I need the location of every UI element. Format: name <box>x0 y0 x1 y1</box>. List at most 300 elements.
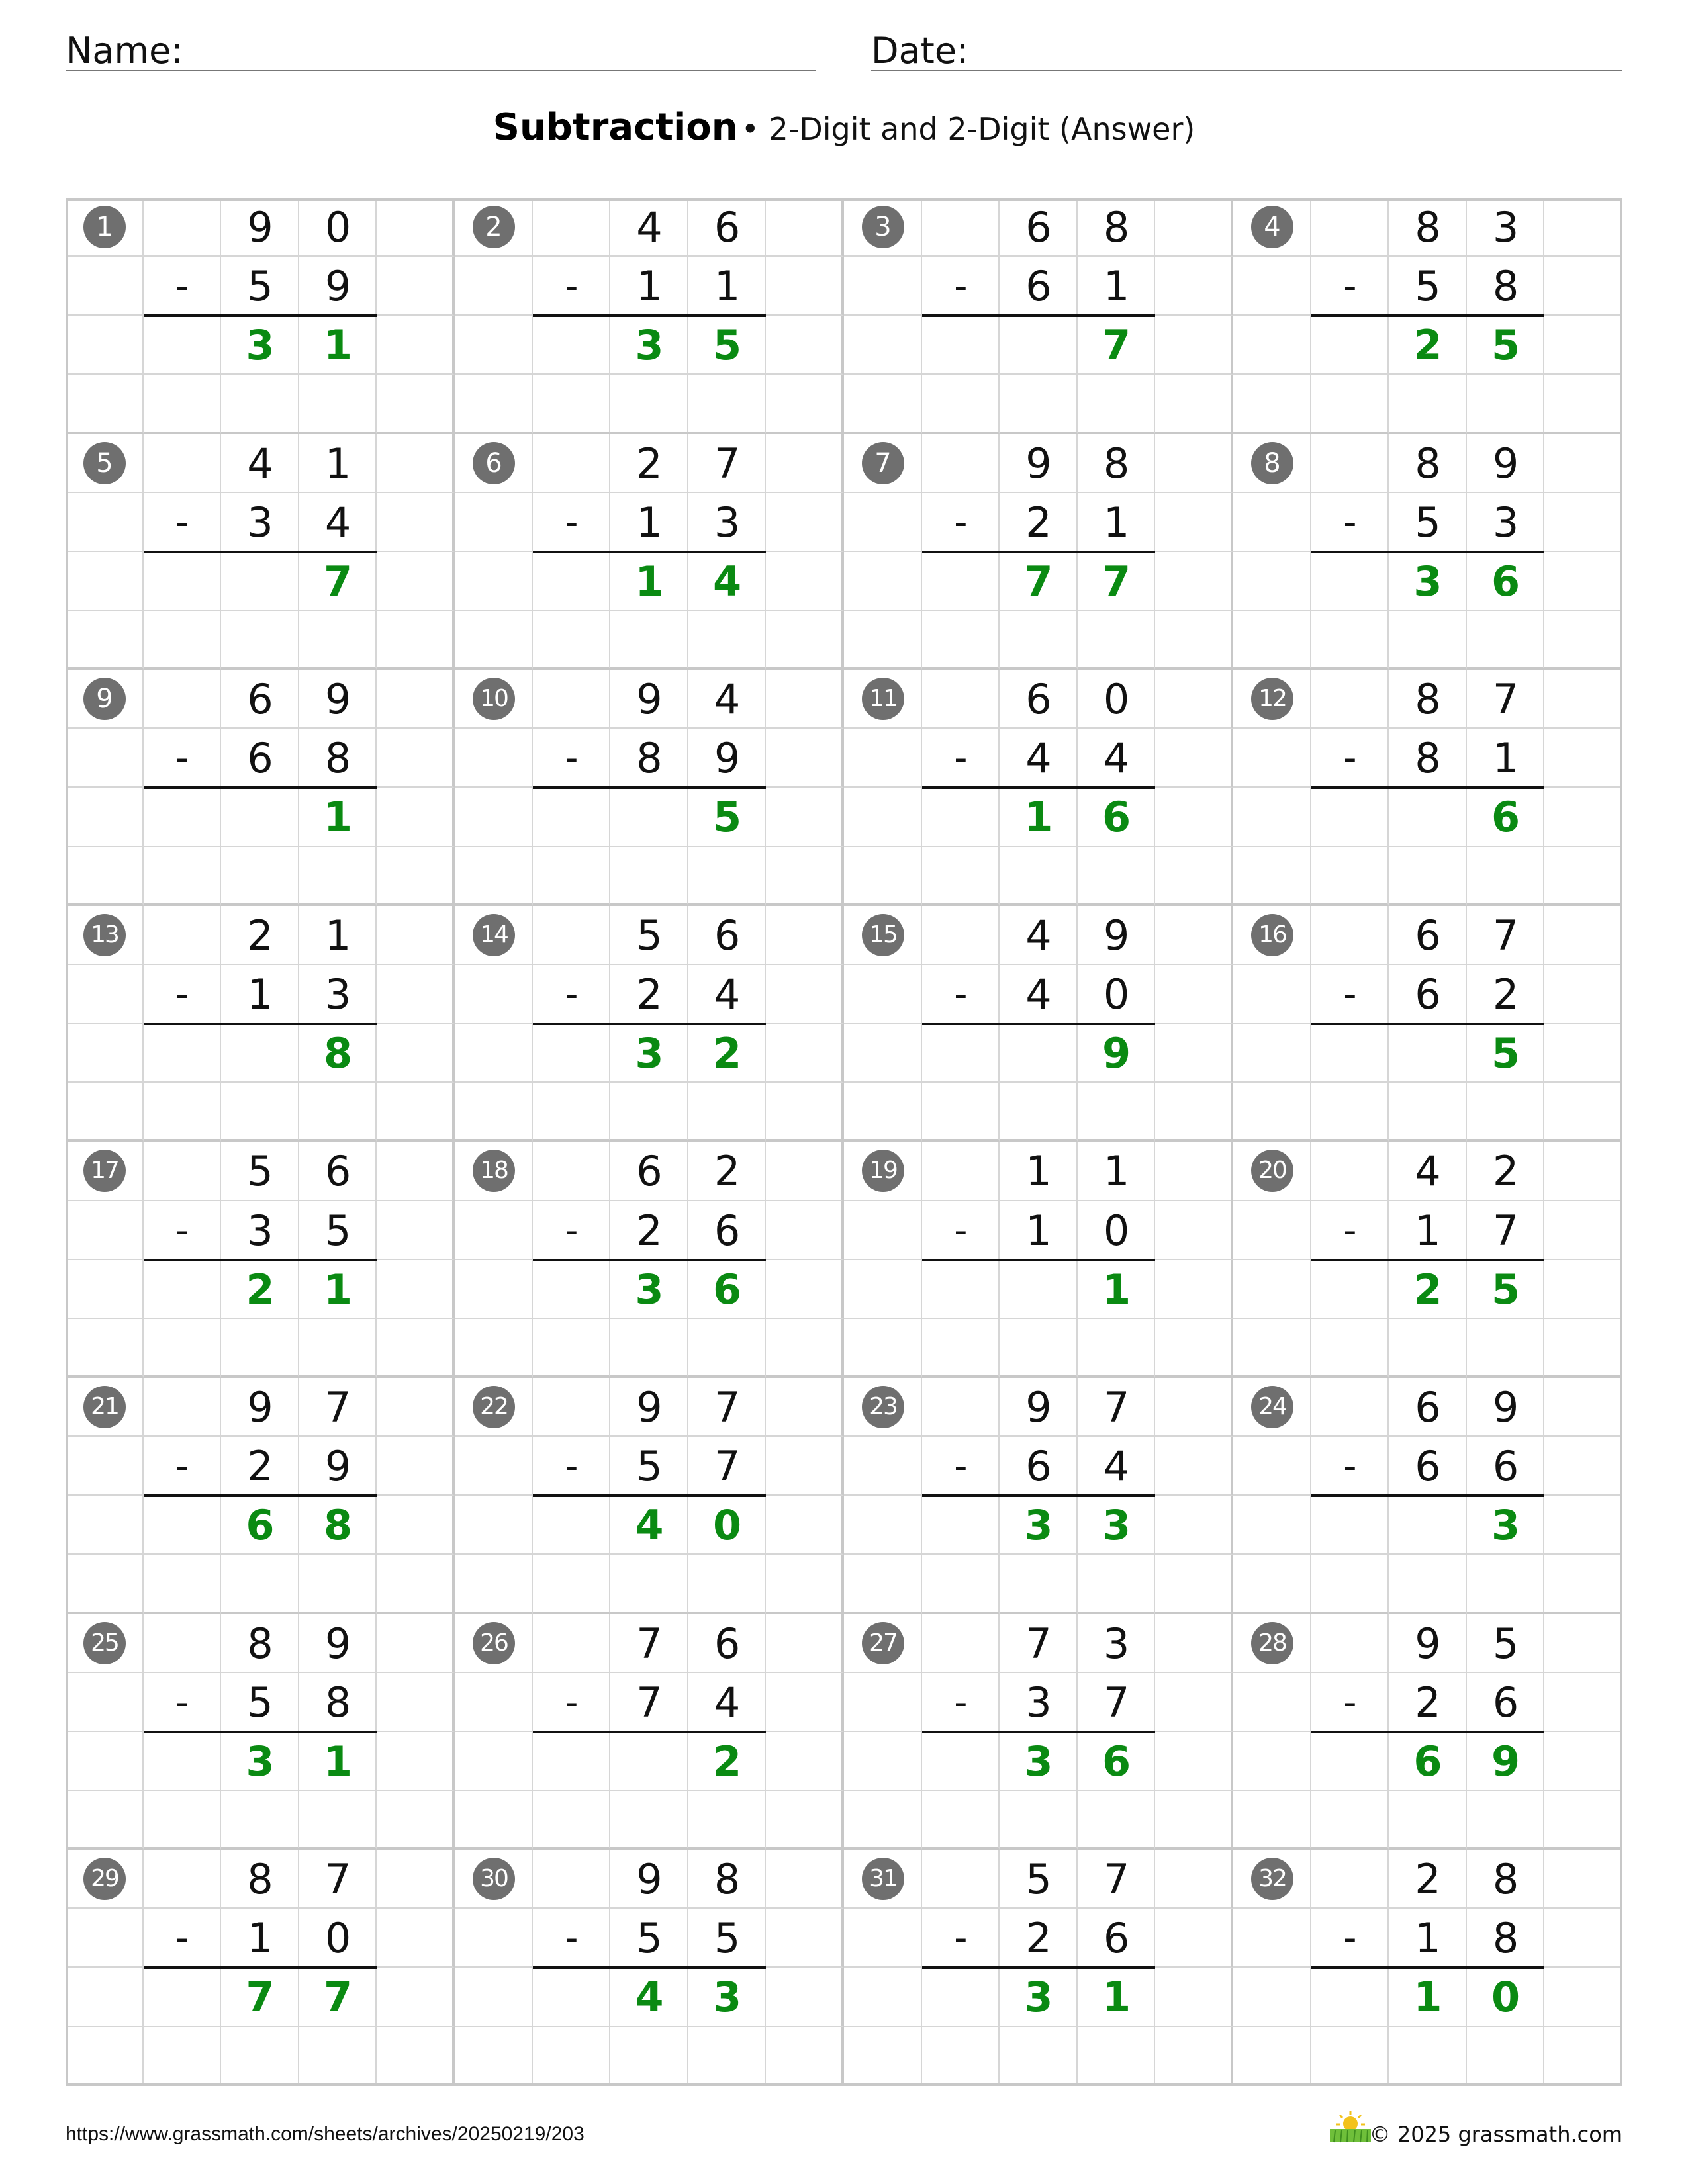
grid-cell <box>455 1260 533 1319</box>
answer-digit <box>1389 1496 1467 1555</box>
grid-cell <box>144 1260 222 1319</box>
problem-number-badge: 29 <box>83 1858 126 1900</box>
answer-digit: 8 <box>324 1029 353 1078</box>
subtrahend-digit: 4 <box>1103 734 1130 783</box>
grid-cell <box>144 316 222 375</box>
grid-cell <box>1078 1319 1156 1378</box>
minuend-digit: 7 <box>324 1383 352 1432</box>
grid-cell <box>688 375 767 433</box>
grid-cell <box>533 198 611 257</box>
minuend-digit: 8 <box>1492 1855 1519 1904</box>
grid-cell <box>144 1083 222 1142</box>
grid-cell <box>766 965 844 1024</box>
grid-cell <box>1544 670 1622 729</box>
grid-cell <box>377 1555 455 1614</box>
grid-cell <box>1467 1083 1545 1142</box>
grid-cell <box>1233 611 1311 670</box>
grid-cell <box>766 198 844 257</box>
problem-number-badge: 32 <box>1251 1858 1293 1900</box>
problem-16 <box>1233 906 1622 1142</box>
problem-15 <box>844 906 1233 1142</box>
grid-cell <box>533 788 611 846</box>
subtrahend-digit: 4 <box>714 970 741 1019</box>
grid-cell <box>221 1791 299 1850</box>
minus-sign: - <box>954 972 968 1016</box>
minuend-digit: 4 <box>714 675 741 724</box>
grid-cell <box>455 1083 533 1142</box>
answer-digit: 1 <box>1413 1973 1442 2022</box>
grid-cell <box>66 1201 144 1260</box>
grid-cell <box>766 316 844 375</box>
answer-digit: 0 <box>713 1501 742 1550</box>
minuend-digit: 9 <box>1492 1383 1519 1432</box>
grid-cell <box>1544 1142 1622 1201</box>
grid-cell <box>766 1319 844 1378</box>
grid-cell <box>533 1968 611 2026</box>
minus-sign: - <box>565 1917 579 1960</box>
answer-digit: 1 <box>1102 1265 1131 1314</box>
grid-cell <box>1544 1555 1622 1614</box>
grid-cell <box>766 1555 844 1614</box>
grid-cell <box>1311 1496 1389 1555</box>
problem-number-badge: 15 <box>862 914 904 956</box>
grid-cell <box>144 1850 222 1909</box>
answer-digit: 3 <box>1024 1501 1053 1550</box>
answer-digit: 3 <box>635 1029 664 1078</box>
grid-cell <box>1233 2027 1311 2086</box>
grid-cell <box>377 434 455 493</box>
grid-cell <box>922 1732 1000 1791</box>
problem-25 <box>66 1614 455 1850</box>
grid-cell <box>66 375 144 433</box>
grid-cell <box>1311 1614 1389 1673</box>
grid-cell <box>377 1378 455 1437</box>
name-label: Name: <box>66 30 183 71</box>
problem-number-badge: 23 <box>862 1386 904 1428</box>
grid-cell <box>1311 1142 1389 1201</box>
grid-cell <box>1544 1437 1622 1496</box>
grid-cell <box>1233 1968 1311 2026</box>
answer-digit: 3 <box>246 1737 275 1786</box>
grid-cell <box>1078 611 1156 670</box>
grid-cell <box>533 1732 611 1791</box>
minuend-digit: 6 <box>1025 675 1052 724</box>
grid-cell <box>144 552 222 611</box>
problem-11 <box>844 670 1233 906</box>
minuend-digit: 9 <box>1025 439 1052 488</box>
grid-cell <box>1155 729 1233 788</box>
minuend-digit: 8 <box>247 1855 273 1904</box>
minus-sign: - <box>565 500 579 544</box>
problem-number-badge: 2 <box>473 206 515 248</box>
grid-cell <box>1000 1319 1078 1378</box>
grid-cell <box>1155 493 1233 552</box>
grid-cell <box>1078 1555 1156 1614</box>
grid-cell <box>455 1673 533 1732</box>
grid-cell <box>377 493 455 552</box>
grid-cell <box>1467 2027 1545 2086</box>
problem-number-badge: 16 <box>1251 914 1293 956</box>
grid-cell <box>144 1496 222 1555</box>
grid-cell <box>844 1260 922 1319</box>
subtrahend-digit: 8 <box>636 734 663 783</box>
grid-cell <box>377 670 455 729</box>
minuend-digit: 7 <box>1103 1383 1130 1432</box>
minuend-digit: 5 <box>247 1147 273 1196</box>
grid-cell <box>377 965 455 1024</box>
grid-cell <box>1233 1909 1311 1968</box>
grid-cell <box>377 1260 455 1319</box>
grid-cell <box>922 552 1000 611</box>
grid-cell <box>377 847 455 906</box>
grid-cell <box>1467 611 1545 670</box>
grid-cell <box>688 1791 767 1850</box>
minuend-digit: 1 <box>324 911 352 960</box>
grid-cell <box>377 788 455 846</box>
grid-cell <box>1155 1083 1233 1142</box>
minuend-digit: 7 <box>714 439 741 488</box>
problem-number-badge: 12 <box>1251 678 1293 720</box>
subtrahend-digit: 1 <box>247 1914 273 1963</box>
subtrahend-digit: 2 <box>1415 1678 1441 1727</box>
grid-cell <box>455 257 533 316</box>
grid-cell <box>66 552 144 611</box>
minus-sign: - <box>954 1680 968 1724</box>
grid-cell <box>1389 1555 1467 1614</box>
minuend-digit: 4 <box>1025 911 1052 960</box>
grid-cell <box>1155 1319 1233 1378</box>
problem-21 <box>66 1378 455 1614</box>
grid-cell <box>1544 1260 1622 1319</box>
grid-cell <box>1311 906 1389 965</box>
grid-cell <box>1544 1673 1622 1732</box>
answer-digit <box>1000 1024 1078 1083</box>
grid-cell <box>1233 552 1311 611</box>
minus-sign: - <box>954 1445 968 1488</box>
grid-cell <box>1078 1791 1156 1850</box>
answer-digit: 6 <box>1413 1737 1442 1786</box>
minuend-digit: 9 <box>1492 439 1519 488</box>
grid-cell <box>1544 965 1622 1024</box>
grid-cell <box>844 1555 922 1614</box>
grid-cell <box>1233 1024 1311 1083</box>
grid-cell <box>144 1319 222 1378</box>
grid-cell <box>455 1024 533 1083</box>
footer-url: https://www.grassmath.com/sheets/archives/20250219/203 <box>66 2123 585 2145</box>
subtrahend-digit: 7 <box>636 1678 663 1727</box>
grid-cell <box>1000 847 1078 906</box>
problem-8 <box>1233 434 1622 670</box>
subtrahend-digit: 1 <box>247 970 273 1019</box>
grid-cell <box>1155 1201 1233 1260</box>
grid-cell <box>688 1555 767 1614</box>
grid-cell <box>922 316 1000 375</box>
answer-digit: 1 <box>1102 1973 1131 2022</box>
minuend-digit: 6 <box>1415 1383 1441 1432</box>
grid-cell <box>1544 1909 1622 1968</box>
grid-cell <box>610 611 688 670</box>
grid-cell <box>66 257 144 316</box>
grid-cell <box>1155 847 1233 906</box>
grid-cell <box>844 375 922 433</box>
grid-cell <box>377 1201 455 1260</box>
minuend-digit: 6 <box>714 911 741 960</box>
grid-cell <box>1155 552 1233 611</box>
answer-digit: 3 <box>635 321 664 370</box>
grid-cell <box>1155 316 1233 375</box>
grass-sun-logo-icon <box>1327 2108 1374 2145</box>
grid-cell <box>688 847 767 906</box>
grid-cell <box>1155 1024 1233 1083</box>
grid-cell <box>922 375 1000 433</box>
grid-cell <box>1233 375 1311 433</box>
grid-cell <box>377 2027 455 2086</box>
answer-digit: 2 <box>713 1029 742 1078</box>
grid-cell <box>610 1791 688 1850</box>
grid-cell <box>1311 1083 1389 1142</box>
problem-22 <box>455 1378 844 1614</box>
answer-digit: 5 <box>1491 1029 1521 1078</box>
grid-cell <box>377 257 455 316</box>
grid-cell <box>221 375 299 433</box>
grid-cell <box>455 493 533 552</box>
minuend-digit: 4 <box>247 439 273 488</box>
grid-cell <box>1155 611 1233 670</box>
grid-cell <box>455 788 533 846</box>
answer-digit: 2 <box>713 1737 742 1786</box>
answer-digit: 6 <box>1491 557 1521 606</box>
grid-cell <box>766 729 844 788</box>
problem-number-badge: 25 <box>83 1622 126 1664</box>
minus-sign: - <box>1343 1208 1357 1252</box>
grid-cell <box>844 729 922 788</box>
grid-cell <box>844 257 922 316</box>
minuend-digit: 8 <box>1415 675 1441 724</box>
grid-cell <box>221 611 299 670</box>
grid-cell <box>922 1260 1000 1319</box>
grid-cell <box>766 552 844 611</box>
answer-digit: 6 <box>1102 793 1131 842</box>
answer-digit: 9 <box>1491 1737 1521 1786</box>
grid-cell <box>66 1496 144 1555</box>
subtrahend-digit: 3 <box>1025 1678 1052 1727</box>
grid-cell <box>1155 257 1233 316</box>
grid-cell <box>922 788 1000 846</box>
subtrahend-digit: 2 <box>247 1442 273 1491</box>
grid-cell <box>1311 611 1389 670</box>
answer-digit: 1 <box>635 557 664 606</box>
subtrahend-digit: 6 <box>1025 1442 1052 1491</box>
grid-cell <box>766 375 844 433</box>
minuend-digit: 6 <box>1415 911 1441 960</box>
answer-digit: 2 <box>1413 321 1442 370</box>
grid-cell <box>455 611 533 670</box>
minuend-digit: 3 <box>1103 1619 1130 1668</box>
answer-digit <box>610 788 688 846</box>
grid-cell <box>1311 1791 1389 1850</box>
grid-cell <box>844 1909 922 1968</box>
grid-cell <box>610 2027 688 2086</box>
footer-copyright: © 2025 grassmath.com <box>1369 2122 1622 2147</box>
answer-digit: 5 <box>713 321 742 370</box>
subtrahend-digit: 5 <box>1415 262 1441 311</box>
grid-cell <box>144 670 222 729</box>
grid-cell <box>1233 1319 1311 1378</box>
grid-cell <box>922 1850 1000 1909</box>
grid-cell <box>1155 434 1233 493</box>
grid-cell <box>1155 1378 1233 1437</box>
problem-30 <box>455 1850 844 2086</box>
grid-cell <box>922 847 1000 906</box>
minus-sign: - <box>175 500 189 544</box>
answer-digit: 7 <box>1102 321 1131 370</box>
subtrahend-digit: 1 <box>1103 498 1130 547</box>
subtrahend-digit: 3 <box>324 970 352 1019</box>
grid-cell <box>377 1142 455 1201</box>
grid-cell <box>1311 375 1389 433</box>
grid-cell <box>144 1142 222 1201</box>
grid-cell <box>144 434 222 493</box>
problem-number-badge: 22 <box>473 1386 515 1428</box>
answer-digit: 6 <box>246 1501 275 1550</box>
grid-cell <box>1311 198 1389 257</box>
grid-cell <box>688 611 767 670</box>
grid-cell <box>377 1673 455 1732</box>
minus-sign: - <box>1343 265 1357 308</box>
grid-cell <box>766 1437 844 1496</box>
grid-cell <box>455 1555 533 1614</box>
grid-cell <box>1311 2027 1389 2086</box>
grid-cell <box>533 1850 611 1909</box>
grid-cell <box>766 1260 844 1319</box>
name-field[interactable] <box>66 25 816 71</box>
grid-cell <box>844 1201 922 1260</box>
subtrahend-digit: 9 <box>324 262 352 311</box>
minus-sign: - <box>954 1917 968 1960</box>
grid-cell <box>533 847 611 906</box>
grid-cell <box>844 1673 922 1732</box>
grid-cell <box>1467 1791 1545 1850</box>
subtrahend-digit: 5 <box>1415 498 1441 547</box>
grid-cell <box>455 729 533 788</box>
minus-sign: - <box>175 265 189 308</box>
grid-cell <box>1467 375 1545 433</box>
grid-cell <box>922 906 1000 965</box>
grid-cell <box>144 1378 222 1437</box>
answer-digit: 1 <box>1024 793 1053 842</box>
grid-cell <box>1000 1791 1078 1850</box>
grid-cell <box>1233 847 1311 906</box>
grid-cell <box>1155 1850 1233 1909</box>
grid-cell <box>1155 1614 1233 1673</box>
minuend-digit: 2 <box>247 911 273 960</box>
problem-number-badge: 9 <box>83 678 126 720</box>
answer-digit: 3 <box>246 321 275 370</box>
grid-cell <box>844 1791 922 1850</box>
subtrahend-digit: 6 <box>1025 262 1052 311</box>
subtrahend-digit: 3 <box>247 1206 273 1255</box>
minus-sign: - <box>1343 500 1357 544</box>
grid-cell <box>844 1496 922 1555</box>
grid-cell <box>144 1614 222 1673</box>
answer-digit: 7 <box>246 1973 275 2022</box>
minuend-digit: 9 <box>636 675 663 724</box>
grid-cell <box>533 375 611 433</box>
grid-cell <box>1544 257 1622 316</box>
date-field[interactable] <box>871 25 1622 71</box>
minus-sign: - <box>565 1445 579 1488</box>
grid-cell <box>766 2027 844 2086</box>
answer-digit: 7 <box>324 1973 353 2022</box>
problem-1 <box>66 198 455 434</box>
problem-23 <box>844 1378 1233 1614</box>
grid-cell <box>533 1496 611 1555</box>
minuend-digit: 9 <box>324 675 352 724</box>
grid-cell <box>144 906 222 965</box>
grid-cell <box>766 1142 844 1201</box>
grid-cell <box>1000 2027 1078 2086</box>
grid-cell <box>688 1083 767 1142</box>
answer-digit: 7 <box>324 557 353 606</box>
grid-cell <box>455 1791 533 1850</box>
grid-cell <box>1233 1732 1311 1791</box>
grid-cell <box>377 1083 455 1142</box>
grid-cell <box>377 1319 455 1378</box>
grid-cell <box>66 1319 144 1378</box>
grid-cell <box>455 1968 533 2026</box>
minuend-digit: 6 <box>714 1619 741 1668</box>
minuend-digit: 8 <box>1415 203 1441 251</box>
grid-cell <box>144 375 222 433</box>
grid-cell <box>299 375 377 433</box>
worksheet-title <box>0 106 1688 149</box>
minuend-digit: 9 <box>636 1855 663 1904</box>
grid-cell <box>766 1968 844 2026</box>
grid-cell <box>1311 670 1389 729</box>
grid-cell <box>922 1968 1000 2026</box>
subtrahend-digit: 2 <box>636 1206 663 1255</box>
problem-26 <box>455 1614 844 1850</box>
problem-19 <box>844 1142 1233 1378</box>
grid-cell <box>377 1732 455 1791</box>
problem-31 <box>844 1850 1233 2086</box>
minuend-digit: 9 <box>636 1383 663 1432</box>
grid-cell <box>533 1791 611 1850</box>
answer-digit: 1 <box>324 1265 353 1314</box>
minus-sign: - <box>565 265 579 308</box>
grid-cell <box>1311 1732 1389 1791</box>
minus-sign: - <box>1343 1917 1357 1960</box>
grid-cell <box>766 257 844 316</box>
grid-cell <box>1233 1201 1311 1260</box>
grid-cell <box>1155 1555 1233 1614</box>
grid-cell <box>299 2027 377 2086</box>
answer-digit: 1 <box>324 793 353 842</box>
grid-cell <box>533 434 611 493</box>
grid-cell <box>922 611 1000 670</box>
grid-cell <box>377 552 455 611</box>
problem-17 <box>66 1142 455 1378</box>
problem-14 <box>455 906 844 1142</box>
grid-cell <box>1155 198 1233 257</box>
problem-number-badge: 13 <box>83 914 126 956</box>
subtrahend-digit: 8 <box>324 1678 352 1727</box>
grid-cell <box>844 1437 922 1496</box>
answer-digit: 3 <box>1491 1501 1521 1550</box>
grid-cell <box>144 1024 222 1083</box>
grid-cell <box>766 788 844 846</box>
answer-digit: 4 <box>635 1501 664 1550</box>
